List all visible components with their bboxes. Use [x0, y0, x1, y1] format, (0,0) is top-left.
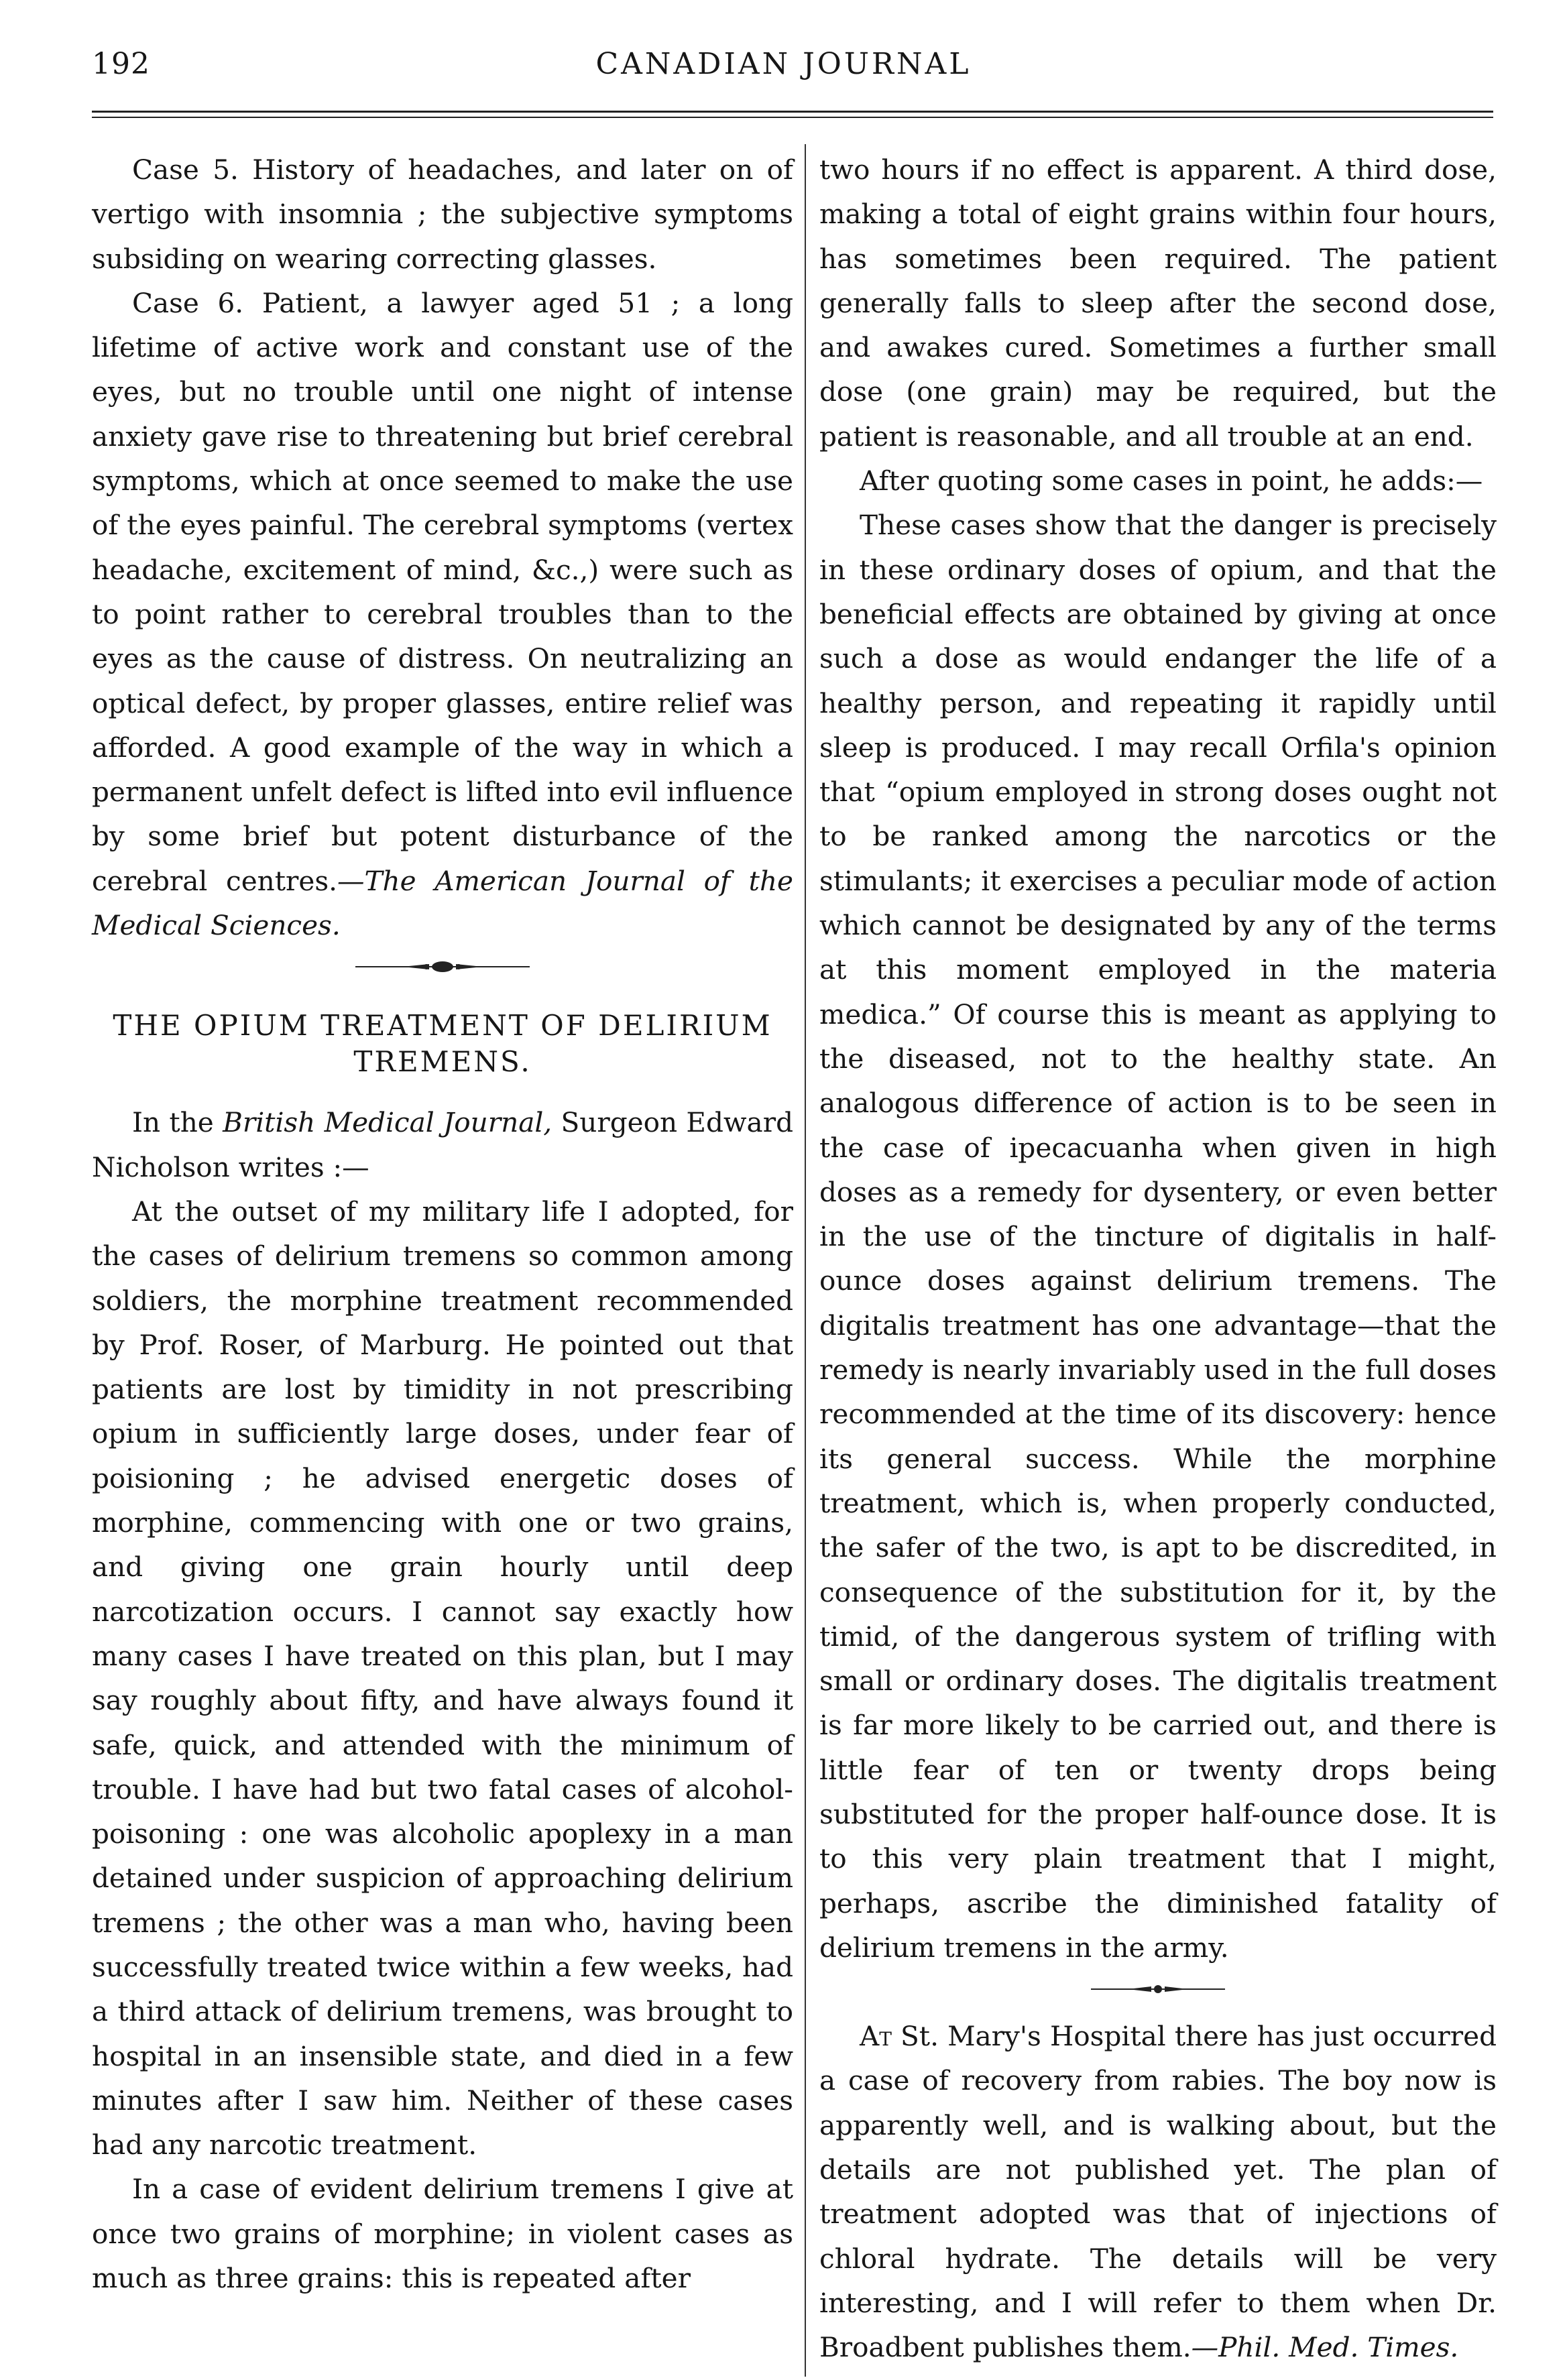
header-rule-double — [92, 117, 1493, 118]
body-paragraph-2: In a case of evident delirium tremens I give at once two grains of morphine; in violent cases as much as three grains: this is repeated after — [92, 2173, 793, 2295]
news-text: St. Mary's Hospital there has just occurred a case of recovery from rabies. The boy now is apparently well, and is walking about, but the details are not published yet. The plan of treatment adopted was that of injections of chloral hydrate. The details will be very interesting, and I will refer to them when Dr. Broadbent publishes them. — [819, 2020, 1497, 2364]
page-header — [0, 47, 1567, 107]
quote-intro-paragraph: After quoting some cases in point, he adds:— — [860, 465, 1483, 497]
intro-prefix: In the — [132, 1106, 223, 1139]
column-divider — [805, 144, 806, 2377]
running-title: CANADIAN JOURNAL — [595, 47, 972, 81]
article-title: THE OPIUM TREATMENT OF DELIRIUM TREMENS. — [113, 1009, 772, 1079]
continued-paragraph: two hours if no effect is apparent. A third dose, making a total of eight grains within four hours, has sometimes been required. The patient generally falls to sleep after the second dose, and awakes cured. Sometimes a further small dose (one grain) may be required, but the patient is reasonable, and all trouble at an end. — [819, 154, 1497, 453]
ornament-icon — [355, 957, 530, 977]
intro-journal: British Medical Journal, — [223, 1106, 553, 1139]
cases-paragraph: These cases show that the danger is precisely in these ordinary doses of opium, and that the beneficial effects are obtained by giving at once such a dose as would endanger the life of a healthy person, and repeating it rapidly until sleep is produced. I may recall Orfila's opinion that “opium employed in strong doses ought not to be ranked among the narcotics or the stimulants; it exercises a peculiar mode of action which cannot be designated by any of the terms at this moment employed in the materia medica.” Of course this is meant as applying to the diseased, not to the healthy state. An analogous difference of action is to be seen in the case of ipecacuanha when given in high doses as a remedy for dysentery, or even better in the use of the tincture of digitalis in half-ounce doses against delirium tremens. The digitalis treatment has one advantage—that the remedy is nearly invariably used in the full doses recommended at the time of its discovery: hence its general success. While the morphine treatment, which is, when properly conducted, the safer of the two, is apt to be discredited, in consequence of the substitution for it, by the timid, of the dangerous system of trifling with small or ordinary doses. The digitalis treatment is far more likely to be carried out, and there is little fear of ten or twenty drops being substituted for the proper half-ounce dose. It is to this very plain treatment that I might, perhaps, ascribe the diminished fatality of delirium tremens in the army. — [819, 509, 1497, 1964]
case-6-text: Patient, a lawyer aged 51 ; a long lifetime of active work and constant use of the eyes, but no trouble until one night of intense anxiety gave rise to threatening but brief cerebral symptoms, which at once seemed to make the use of the eyes painful. The cerebral symptoms (vertex headache, excitement of mind, &c.,) were such as to point rather to cerebral troubles than to the eyes as the cause of distress. On neutralizing an optical defect, by proper glasses, entire relief was afforded. A good example of the way in which a permanent unfelt defect is lifted into evil influence by some brief but potent disturbance of the cerebral centres. — [92, 286, 793, 897]
section-ornament-2 — [819, 1970, 1497, 2014]
page-number: 192 — [92, 47, 150, 81]
ornament-icon — [1091, 1979, 1225, 1999]
news-lead: At — [860, 2020, 892, 2053]
news-paragraph — [819, 2014, 1497, 2369]
intro-paragraph — [92, 1100, 793, 1189]
case-6-label: Case 6. — [132, 286, 244, 319]
case-5-text: History of headaches, and later on of vertigo with insomnia ; the subjective symptoms subsiding on wearing correcting glasses. — [92, 154, 793, 275]
header-rule — [92, 111, 1493, 113]
case-6-paragraph — [92, 281, 793, 947]
news-source: —Phil. Med. Times. — [1191, 2331, 1459, 2364]
case-5-label: Case 5. — [132, 154, 239, 186]
case-6-source: —The American Journal of the Medical Sciences. — [92, 864, 793, 942]
body-paragraph-1: At the outset of my military life I adopted, for the cases of delirium tremens so common among soldiers, the morphine treatment recommended by Prof. Roser, of Marburg. He pointed out that patients are lost by timidity in not prescribing opium in sufficiently large doses, under fear of poisioning ; he advised energetic doses of morphine, commencing with one or two grains, and giving one grain hourly until deep narcotization occurs. I cannot say exactly how many cases I have treated on this plan, but I may say roughly about fifty, and have always found it safe, quick, and attended with the minimum of trouble. I have had but two fatal cases of alcohol-poisoning : one was alcoholic apoplexy in a man detained under suspicion of approaching delirium tremens ; the other was a man who, having been successfully treated twice within a few weeks, had a third attack of delirium tremens, was brought to hospital in an insensible state, and died in a few minutes after I saw him. Neither of these cases had any narcotic treatment. — [92, 1195, 793, 2161]
intro-suffix: Surgeon Edward Nicholson writes :— — [92, 1106, 793, 1183]
right-column — [819, 147, 1497, 2370]
left-column — [92, 147, 793, 2300]
section-ornament — [92, 947, 793, 992]
case-5-paragraph — [92, 147, 793, 281]
